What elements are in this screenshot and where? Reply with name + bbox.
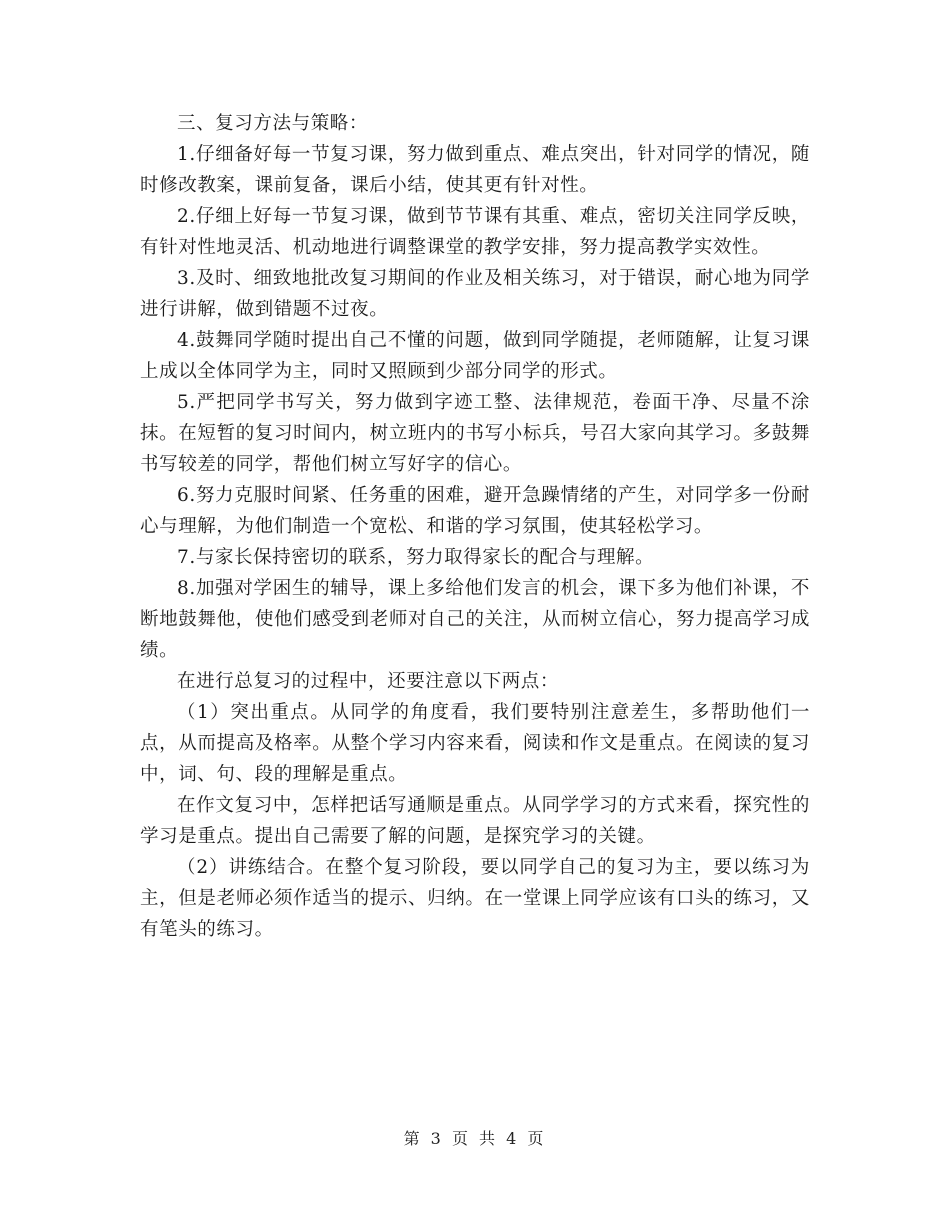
paragraph-item-1: 1.仔细备好每一节复习课，努力做到重点、难点突出，针对同学的情况，随时修改教案，课前复备，课后小结，使其更有针对性。 (140, 144, 810, 196)
paragraph-item-6: 6.努力克服时间紧、任务重的困难，避开急躁情绪的产生，对同学多一份耐心与理解，为他们制造一个宽松、和谐的学习氛围，使其轻松学习。 (140, 485, 810, 537)
paragraph-item-2: 2.仔细上好每一节复习课，做到节节课有其重、难点，密切关注同学反映，有针对性地灵活、机动地进行调整课堂的教学安排，努力提高教学实效性。 (140, 206, 810, 258)
paragraph-item-5: 5.严把同学书写关，努力做到字迹工整、法律规范，卷面干净、尽量不涂抹。在短暂的复习时间内，树立班内的书写小标兵，号召大家向其学习。多鼓舞书写较差的同学，帮他们树立写好字的信心。 (140, 392, 810, 475)
paragraph-notes-intro: 在进行总复习的过程中，还要注意以下两点： (177, 671, 560, 692)
paragraph-item-3: 3.及时、细致地批改复习期间的作业及相关练习，对于错误，耐心地为同学进行讲解，做到错题不过夜。 (140, 268, 810, 320)
paragraph-composition: 在作文复习中，怎样把话写通顺是重点。从同学学习的方式来看，探究性的学习是重点。提出自己需要了解的问题，是探究学习的关键。 (140, 795, 810, 847)
paragraph-point-1: （1）突出重点。从同学的角度看，我们要特别注意差生，多帮助他们一点，从而提高及格率。从整个学习内容来看，阅读和作文是重点。在阅读的复习中，词、句、段的理解是重点。 (140, 702, 810, 785)
document-body (140, 108, 810, 945)
paragraph-item-8: 8.加强对学困生的辅导，课上多给他们发言的机会，课下多为他们补课，不断地鼓舞他，使他们感受到老师对自己的关注，从而树立信心，努力提高学习成绩。 (140, 578, 810, 661)
page-footer: 第 3 页 共 4 页 (403, 1129, 547, 1148)
section-heading: 三、复习方法与策略： (177, 113, 369, 134)
paragraph-point-2: （2）讲练结合。在整个复习阶段，要以同学自己的复习为主，要以练习为主，但是老师必须作适当的提示、归纳。在一堂课上同学应该有口头的练习，又有笔头的练习。 (140, 857, 810, 940)
paragraph-item-7: 7.与家长保持密切的联系，努力取得家长的配合与理解。 (177, 547, 655, 568)
paragraph-item-4: 4.鼓舞同学随时提出自己不懂的问题，做到同学随提，老师随解，让复习课上成以全体同学为主，同时又照顾到少部分同学的形式。 (140, 330, 810, 382)
